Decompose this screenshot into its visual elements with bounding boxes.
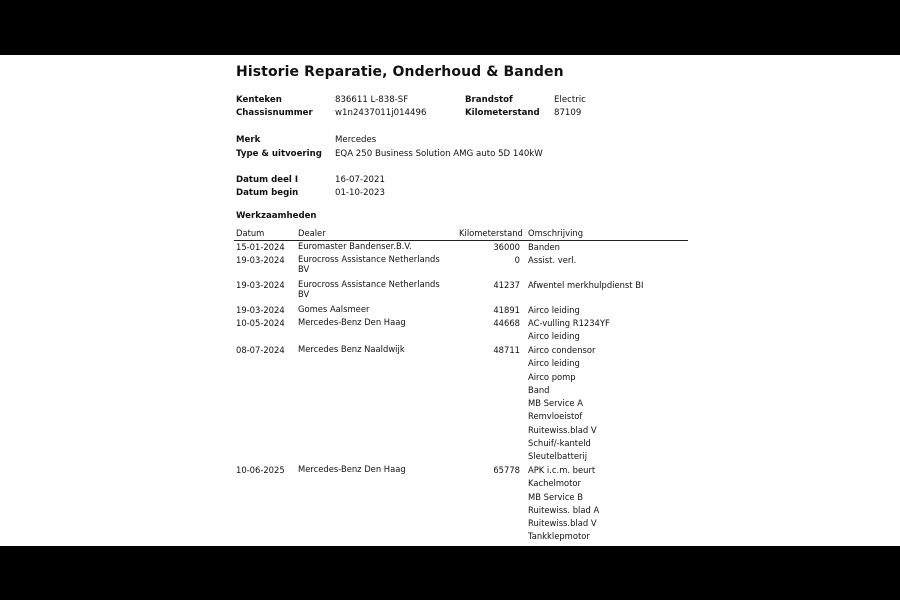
row-kilometerstand: 41237 <box>493 280 520 290</box>
table-row <box>234 254 688 279</box>
report-page <box>0 55 900 546</box>
kilometerstand-label: Kilometerstand <box>465 108 540 118</box>
brandstof-label: Brandstof <box>465 95 513 105</box>
row-omschrijving <box>528 254 576 267</box>
merk-value: Mercedes <box>335 135 377 145</box>
row-omschrijving <box>528 317 610 344</box>
row-omschrijving <box>528 279 643 292</box>
omschrijving-item: Airco leiding <box>528 358 580 369</box>
omschrijving-item: Airco leiding <box>528 331 580 342</box>
omschrijving-item: Sleutelbatterij <box>528 451 588 462</box>
row-date: 10-06-2025 <box>236 465 285 475</box>
column-header-kilometerstand: Kilometerstand <box>459 228 523 238</box>
omschrijving-item: Ruitewiss.blad V <box>528 518 597 529</box>
row-omschrijving <box>528 464 599 544</box>
row-kilometerstand: 48711 <box>493 345 520 355</box>
row-date: 08-07-2024 <box>236 345 285 355</box>
row-kilometerstand: 44668 <box>493 318 520 328</box>
row-omschrijving <box>528 241 560 254</box>
chassis-value: w1n2437011j014496 <box>335 108 427 118</box>
omschrijving-item: Afwentel merkhulpdienst BI <box>528 280 644 290</box>
omschrijving-item: Schuif/-kanteld <box>528 438 591 449</box>
datum-begin-label: Datum begin <box>236 188 299 198</box>
omschrijving-item: Banden <box>528 242 560 252</box>
row-dealer: Mercedes-Benz Den Haag <box>298 317 406 327</box>
omschrijving-item: Tankklepmotor <box>528 531 590 542</box>
row-kilometerstand: 65778 <box>493 465 520 475</box>
table-row <box>234 304 688 317</box>
omschrijving-item: Kachelmotor <box>528 478 582 489</box>
omschrijving-item: Assist. verl. <box>528 255 577 265</box>
table-row <box>234 241 688 254</box>
table-row <box>234 464 688 544</box>
type-value: EQA 250 Business Solution AMG auto 5D 140kW <box>335 149 543 159</box>
work-table-body <box>234 241 688 544</box>
row-dealer: Mercedes-Benz Den Haag <box>298 464 406 474</box>
column-header-omschrijving: Omschrijving <box>528 228 584 238</box>
row-kilometerstand: 41891 <box>493 305 520 315</box>
row-date: 19-03-2024 <box>236 280 285 290</box>
omschrijving-item: AC-vulling R1234YF <box>528 318 610 328</box>
table-row <box>234 279 688 304</box>
table-header <box>234 227 688 241</box>
row-dealer: Euromaster Bandenser.B.V. <box>298 241 412 251</box>
omschrijving-item: Remvloeistof <box>528 411 583 422</box>
datum-begin-value: 01-10-2023 <box>335 188 385 198</box>
report-title: Historie Reparatie, Onderhoud & Banden <box>236 64 564 80</box>
row-date: 15-01-2024 <box>236 242 285 252</box>
table-row <box>234 317 688 344</box>
omschrijving-item: Airco leiding <box>528 305 580 315</box>
omschrijving-item: Band <box>528 384 550 395</box>
datum-deel-label: Datum deel I <box>236 175 299 185</box>
row-dealer: Gomes Aalsmeer <box>298 304 370 314</box>
column-header-datum: Datum <box>236 228 265 238</box>
kilometerstand-value: 87109 <box>554 108 582 118</box>
datum-deel-value: 16-07-2021 <box>335 175 385 185</box>
row-dealer: Eurocross Assistance Netherlands BV <box>298 279 440 299</box>
omschrijving-item: Ruitewiss. blad A <box>528 504 600 515</box>
type-label: Type & uitvoering <box>236 149 322 159</box>
omschrijving-item: Ruitewiss.blad V <box>528 424 597 435</box>
omschrijving-item: APK i.c.m. beurt <box>528 465 596 475</box>
row-dealer: Eurocross Assistance Netherlands BV <box>298 254 440 274</box>
chassis-label: Chassisnummer <box>236 108 313 118</box>
omschrijving-item: Airco pomp <box>528 371 576 382</box>
row-omschrijving <box>528 344 597 464</box>
omschrijving-item: MB Service A <box>528 398 583 409</box>
merk-label: Merk <box>236 135 261 145</box>
omschrijving-item: MB Service B <box>528 491 583 502</box>
row-kilometerstand: 0 <box>514 255 520 265</box>
row-date: 10-05-2024 <box>236 318 285 328</box>
kenteken-label: Kenteken <box>236 95 282 105</box>
row-date: 19-03-2024 <box>236 255 285 265</box>
kenteken-value: 836611 L-838-SF <box>335 95 409 105</box>
brandstof-value: Electric <box>554 95 586 105</box>
row-dealer: Mercedes Benz Naaldwijk <box>298 344 405 354</box>
werkzaamheden-heading: Werkzaamheden <box>236 211 317 221</box>
column-header-dealer: Dealer <box>298 228 326 238</box>
row-omschrijving <box>528 304 580 317</box>
row-kilometerstand: 36000 <box>493 242 520 252</box>
omschrijving-item: Airco condensor <box>528 345 596 355</box>
row-date: 19-03-2024 <box>236 305 285 315</box>
table-row <box>234 344 688 464</box>
